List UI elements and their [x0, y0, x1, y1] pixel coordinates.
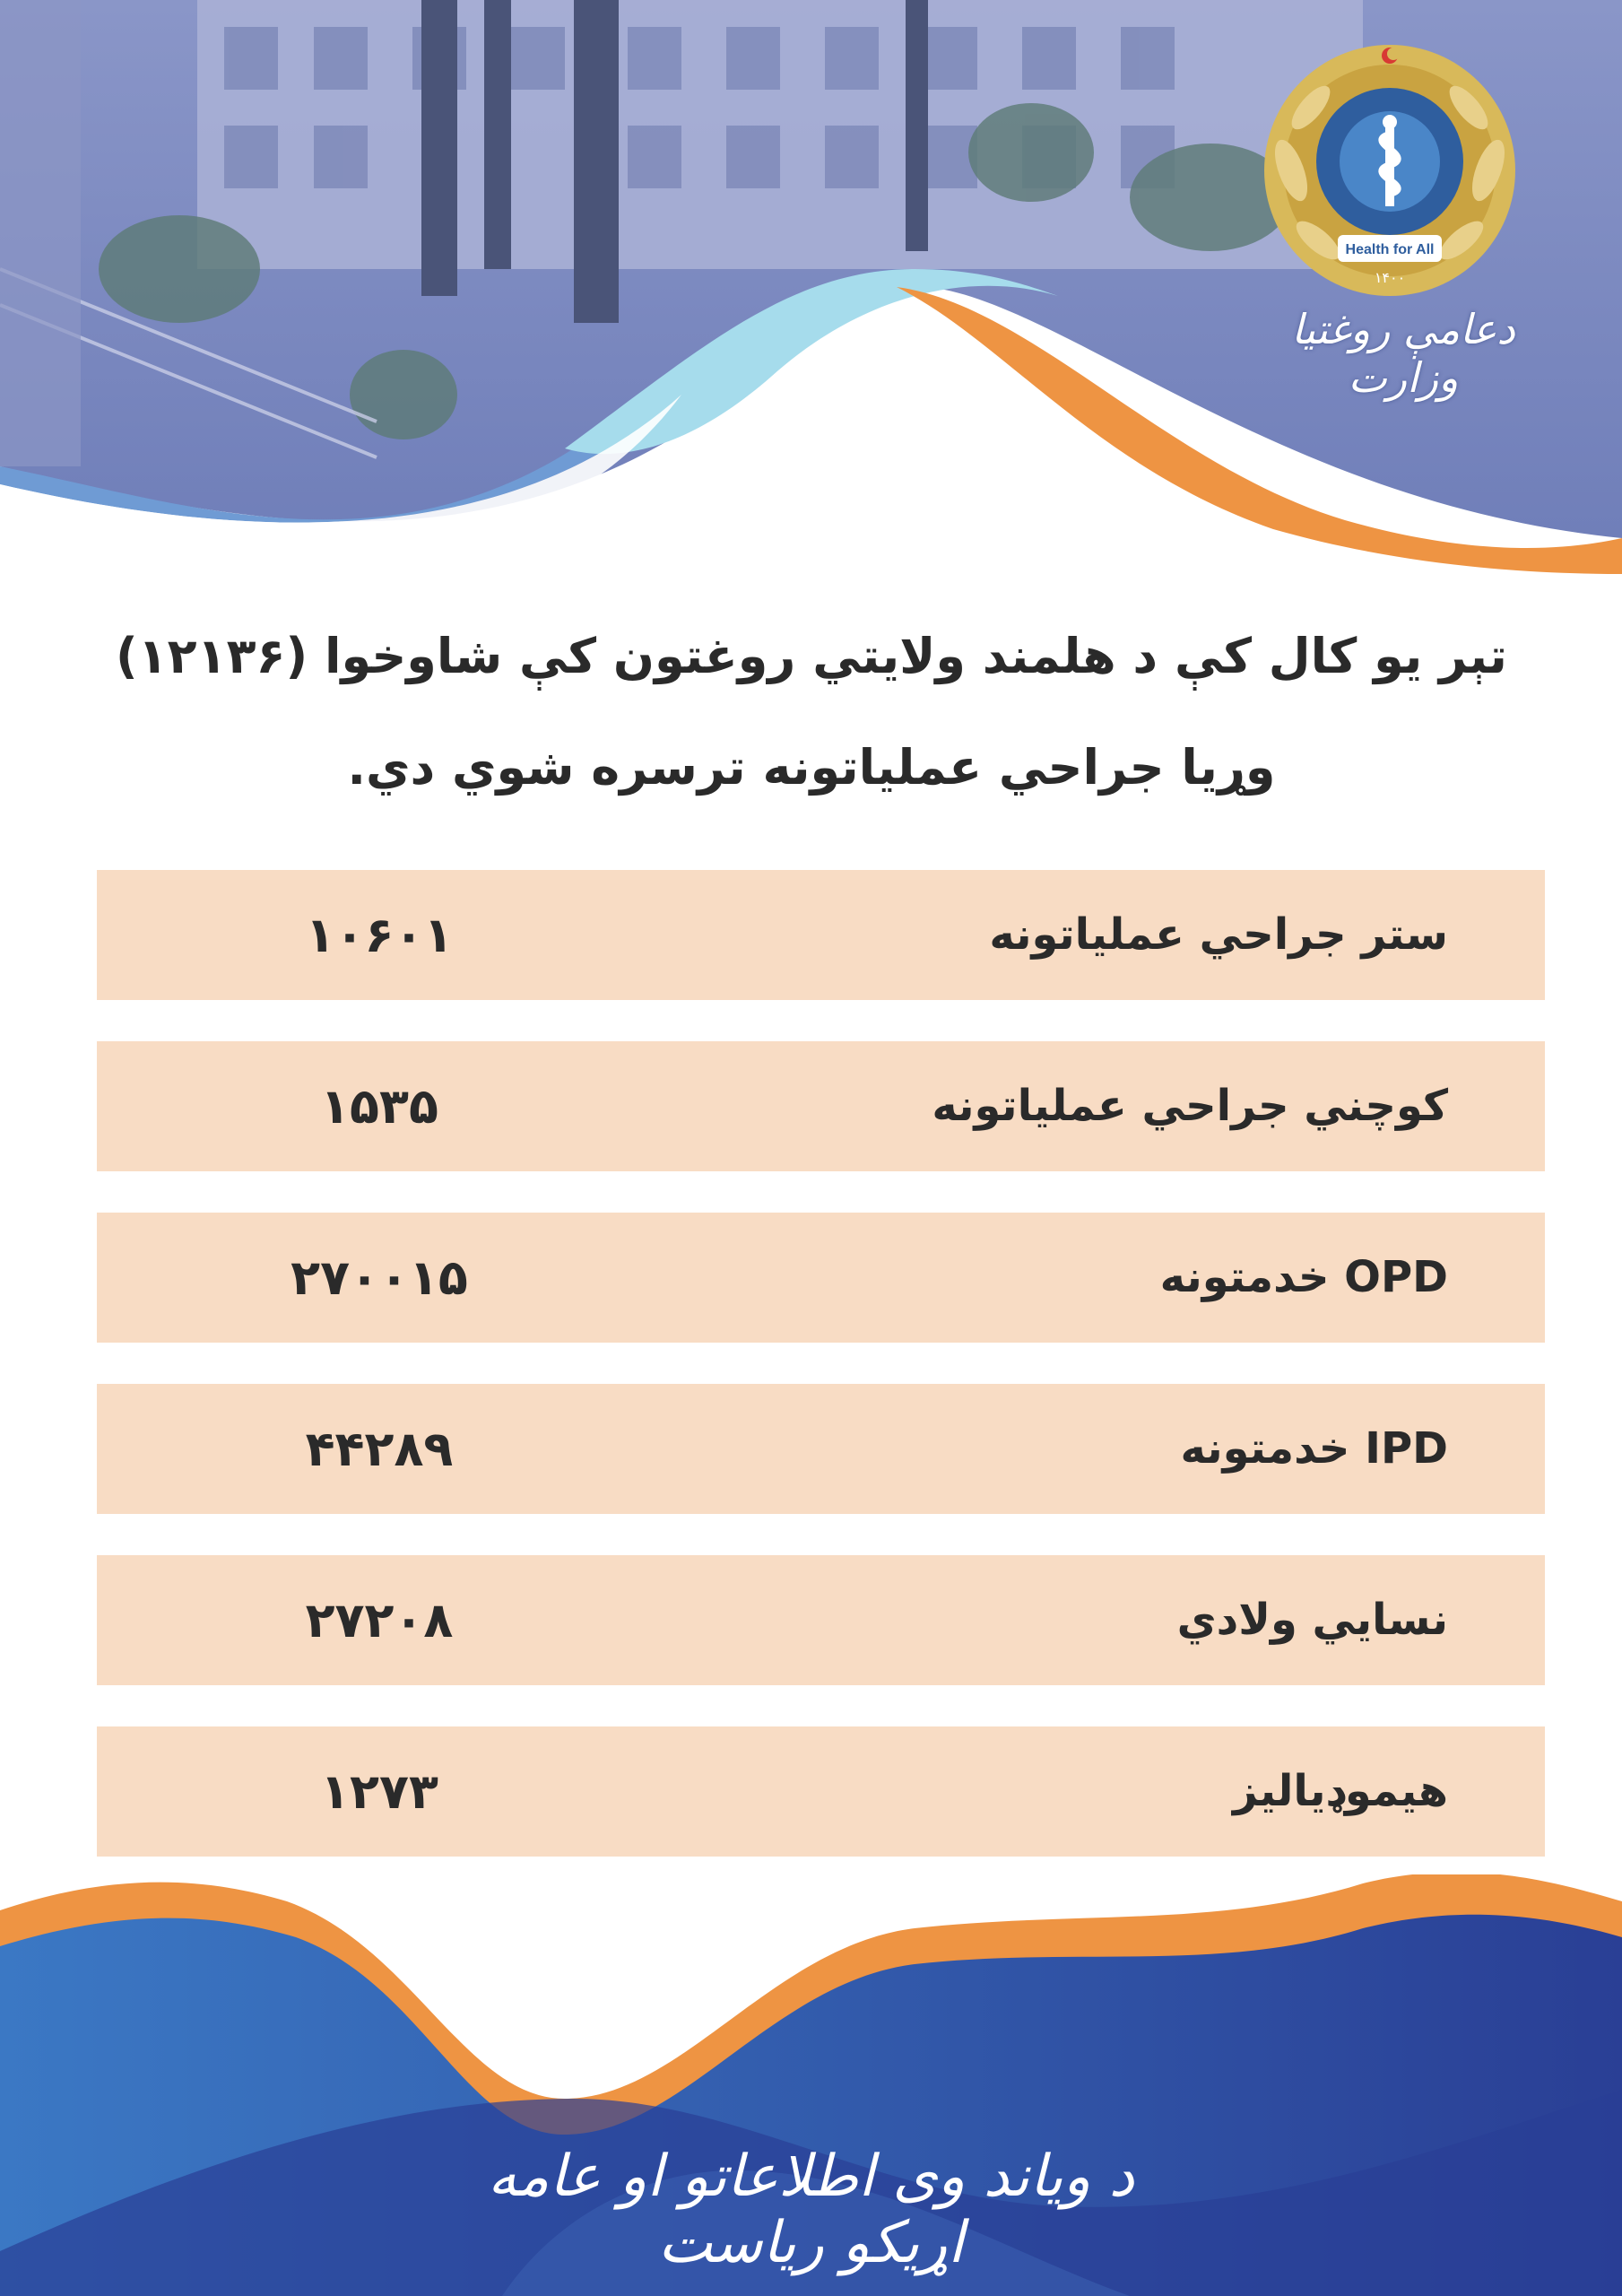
- stat-value: ۱۵۳۵: [320, 1078, 438, 1135]
- stats-list: [97, 870, 1545, 1898]
- stat-row-ipd-services: [97, 1384, 1545, 1514]
- stat-value: ۲۷۰۰۱۵: [291, 1249, 468, 1306]
- ministry-calligraphy: دعامې روغتیا وزارت: [1291, 305, 1515, 402]
- stat-row-obstetrics: [97, 1555, 1545, 1685]
- stat-label: ستر جراحي عملیاتونه: [989, 909, 1448, 960]
- headline-text: تېر یو کال کې د هلمند ولایتي روغتون کې شاوخوا (۱۲۱۳۶) وړیا جراحي عملیاتونه ترسره شوي دي.: [116, 628, 1507, 796]
- stat-label: هیموډیالیز: [1232, 1766, 1448, 1816]
- footer-calligraphy: د ویاند وی اطلاعاتو او عامه اړیکو ریاست: [487, 2144, 1135, 2276]
- stat-value: ۱۲۷۳: [320, 1763, 438, 1820]
- stat-label: کوچني جراحي عملیاتونه: [932, 1081, 1448, 1131]
- stat-row-opd-services: [97, 1213, 1545, 1343]
- stat-label: نسایي ولادي: [1176, 1595, 1448, 1645]
- stat-row-hemodialysis: [97, 1726, 1545, 1857]
- emblem-year: ۱۴۰۰: [1374, 269, 1406, 286]
- stat-value: ۲۷۲۰۸: [305, 1592, 454, 1648]
- stat-row-major-surgeries: [97, 870, 1545, 1000]
- emblem-icon: [1255, 36, 1524, 305]
- stat-label: IPD خدمتونه: [1180, 1423, 1448, 1474]
- stat-row-minor-surgeries: [97, 1041, 1545, 1171]
- stat-label: OPD خدمتونه: [1159, 1252, 1448, 1302]
- header-banner: [0, 0, 1622, 574]
- emblem-tagline: Health for All: [1345, 242, 1435, 257]
- stat-value: ۱۰۶۰۱: [305, 907, 454, 963]
- stat-value: ۴۴۲۸۹: [305, 1421, 454, 1477]
